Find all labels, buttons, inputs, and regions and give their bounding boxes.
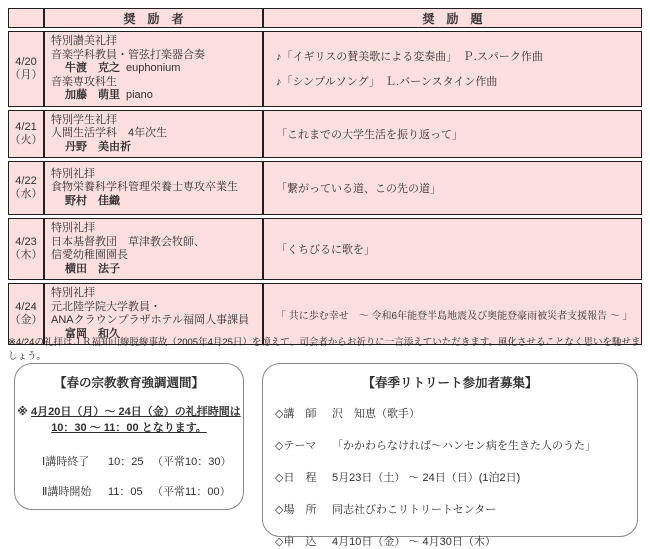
date-text: 4/20 (15, 55, 37, 68)
schedule-time: 11：05 (108, 486, 143, 498)
retreat-item-value: 「かかわらなければ～ハンセン病を生きた人のうた」 (332, 440, 596, 452)
retreat-item (275, 501, 627, 517)
notice-line2: 10：30 ～ 11：00 となります。 (51, 422, 207, 434)
speaker-cell (44, 218, 263, 280)
speaker-line: 特別礼拝 (51, 287, 95, 299)
speaker-name: 加藤 萌里 (65, 89, 120, 101)
speaker-line: 音楽専攻科生 (51, 75, 117, 88)
speaker-line: 特別礼拝 (51, 167, 95, 180)
speaker-cell (44, 110, 263, 159)
worship-time-notice (15, 404, 243, 436)
retreat-item-value: 5月23日（土） ～ 24日（日）(1泊2日) (332, 472, 521, 484)
speaker-line: 信愛幼稚園園長 (51, 249, 128, 261)
speaker-name-line (51, 141, 258, 155)
retreat-item-value: 沢 知恵（歌手） (332, 408, 420, 420)
speaker-name-line (51, 263, 258, 277)
period-schedule (15, 453, 243, 499)
date-cell (8, 161, 44, 215)
speaker-line: ANAクラウンプラザホテル福岡人事課員 (51, 314, 250, 326)
speaker-line: 特別讃美礼拝 (51, 35, 117, 47)
religious-education-week-box (14, 363, 244, 510)
right-box-title: 【春季リトリート参加者募集】 (362, 376, 538, 390)
speaker-instrument: euphonium (126, 62, 181, 74)
date-text: 4/23 (15, 236, 37, 248)
date-text: 4/21 (15, 120, 37, 133)
retreat-item-label: ◇テーマ (275, 440, 317, 452)
retreat-item-label: ◇講 師 (275, 408, 317, 420)
schedule-row (42, 483, 243, 499)
table-row (8, 161, 642, 215)
date-cell (8, 110, 44, 159)
retreat-item-value: 4月10日（金） ～ 4月30日（木） (332, 536, 496, 548)
topic-line: 「くちびるに歌を」 (276, 244, 375, 256)
topic-line: ♪「イギリスの賛美歌による変奏曲」 Ｐ.スパーク作曲 (276, 51, 543, 64)
speaker-name: 牛渡 克之 (65, 62, 120, 74)
speaker-line: 人間生活学科 4年次生 (51, 127, 168, 139)
speaker-line: 元北陸学院大学教員・ (51, 300, 161, 313)
day-text: （水） (9, 188, 43, 200)
speaker-line: 日本基督教団 草津教会牧師、 (51, 235, 205, 248)
speaker-cell (44, 161, 263, 215)
schedule-label: Ⅱ講時開始 (42, 486, 92, 498)
header-date-cell (8, 8, 44, 28)
day-text: （月） (9, 68, 43, 81)
notice-line1: 4月20日（月）～ 24日（金）の礼拝時間は (31, 406, 241, 418)
schedule-row (42, 453, 243, 469)
speaker-name-line (51, 195, 258, 209)
retreat-item (275, 469, 627, 485)
table-header-row (8, 8, 642, 28)
chapel-schedule-table (8, 5, 642, 348)
topic-line: 「 共に歩む幸せ ～ 令和6年能登半島地震及び奥能登豪雨被災者支援報告 ～ 」 (276, 310, 633, 322)
day-text: （火） (9, 133, 43, 146)
topic-line: 「繋がっている道、この先の道」 (276, 183, 441, 195)
date-cell (8, 218, 44, 280)
schedule-normal-time: （平常11：00） (152, 486, 231, 498)
speaker-name: 野村 佳織 (65, 194, 120, 207)
retreat-item (275, 405, 627, 421)
speaker-name-line (51, 89, 258, 103)
date-text: 4/22 (15, 175, 37, 187)
speaker-line: 食物栄養科学科管理栄養士専攻卒業生 (51, 181, 238, 194)
schedule-label: Ⅰ講時終了 (42, 456, 90, 468)
retreat-item-label: ◇申 込 (275, 536, 317, 548)
topic-line: 「これまでの大学生活を振り返って」 (276, 128, 463, 141)
speaker-line: 特別礼拝 (51, 222, 95, 234)
header-speaker-cell: 奨 励 者 (44, 8, 263, 28)
day-text: （木） (9, 249, 43, 261)
retreat-item-value: 同志社びわこリトリートセンター (332, 504, 497, 516)
speaker-name: 丹野 美由祈 (65, 140, 131, 153)
retreat-details (263, 405, 637, 549)
speaker-instrument: piano (126, 89, 153, 101)
notice-prefix: ※ (17, 406, 32, 418)
header-topic-cell: 奨 励 題 (263, 8, 642, 28)
date-cell (8, 31, 44, 107)
retreat-item (275, 437, 627, 453)
memorial-footnote: ※4/24の礼拝はＪＲ福知山線脱線事故（2005年4月25日）を憶えて、司会者からお祈りに一言添えていただきます。風化させることなく思いを馳せましょう。 (8, 337, 641, 362)
topic-cell (263, 31, 642, 107)
topic-cell (263, 218, 642, 280)
schedule-time: 10：25 (108, 456, 144, 468)
speaker-cell (44, 31, 263, 107)
retreat-item (275, 533, 627, 549)
schedule-normal-time: （平常10：30） (152, 456, 232, 468)
table-row (8, 110, 642, 159)
retreat-recruitment-box (262, 363, 638, 548)
table-row (8, 218, 642, 280)
retreat-item-label: ◇日 程 (275, 472, 317, 484)
left-box-title: 【春の宗教教育強調週間】 (53, 376, 204, 390)
table-row (8, 31, 642, 107)
topic-cell (263, 110, 642, 159)
topic-cell (263, 161, 642, 215)
speaker-line: 特別学生礼拝 (51, 113, 117, 126)
retreat-item-label: ◇場 所 (275, 504, 317, 516)
date-text: 4/24 (15, 301, 37, 313)
speaker-name-line (51, 62, 258, 76)
speaker-name: 横田 法子 (65, 262, 120, 275)
speaker-name: 富岡 和久 (65, 327, 120, 340)
topic-line: ♪「シンプルソング」 Ｌ.バーンスタイン作曲 (276, 76, 498, 89)
speaker-line: 音楽学科教員・管弦打楽器合奏 (51, 48, 205, 61)
day-text: （金） (9, 314, 43, 326)
